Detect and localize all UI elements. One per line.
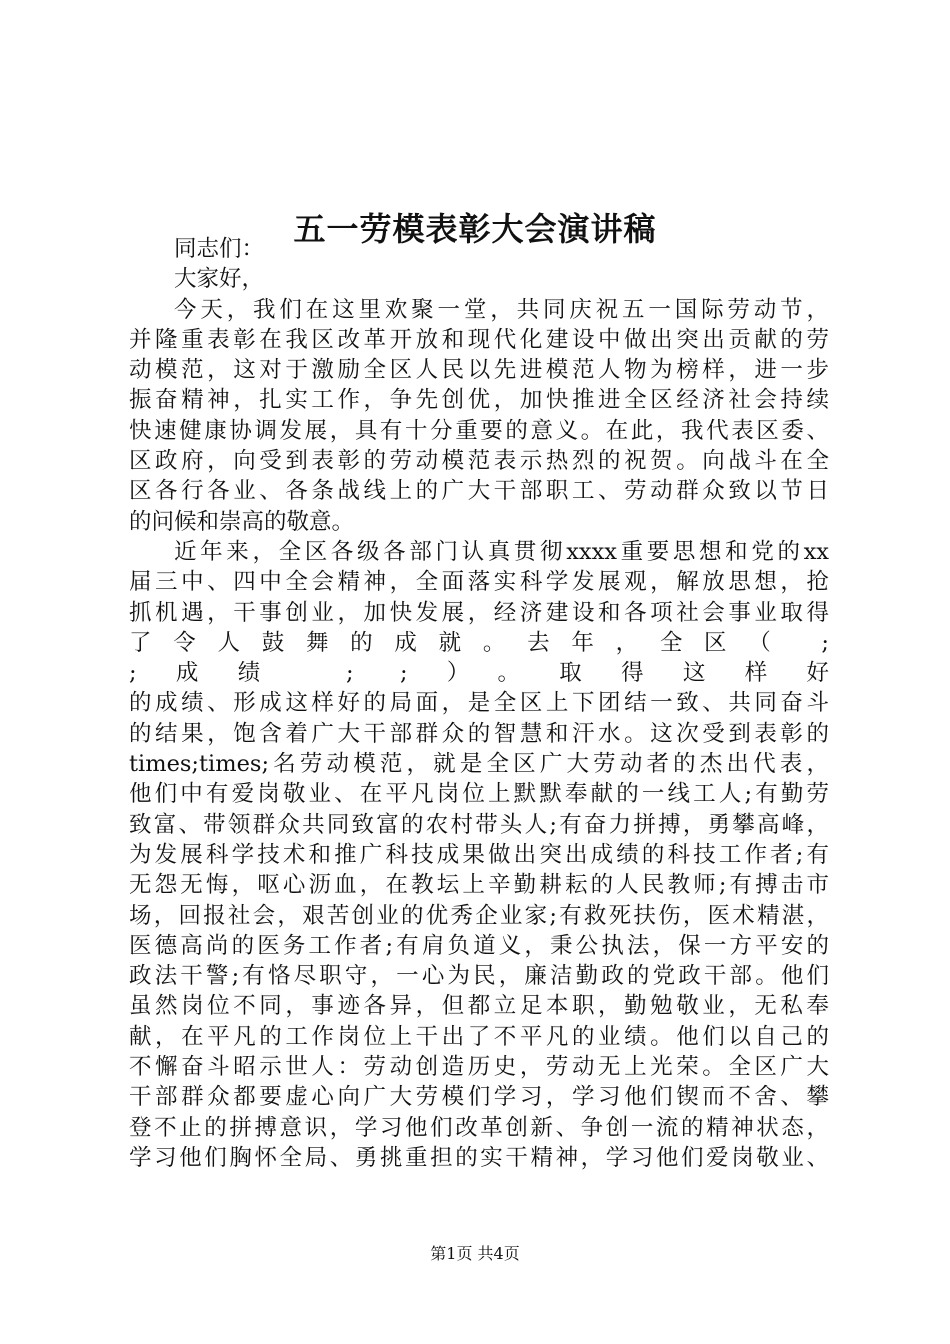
body-line: ;成绩 ; ;）。取得这样好 (129, 660, 829, 687)
body-line: 献，在平凡的工作岗位上干出了不平凡的业绩。他们以自己的 (129, 1023, 829, 1050)
body-line: 不懈奋斗昭示世人：劳动创造历史，劳动无上光荣。全区广大 (129, 1054, 829, 1081)
body-line: 场，回报社会，艰苦创业的优秀企业家;有救死扶伤，医术精湛， (129, 902, 829, 929)
body-line: 大家好， (174, 266, 265, 293)
body-line: 为发展科学技术和推广科技成果做出突出成绩的科技工作者;有 (129, 841, 829, 868)
body-line: 区各行各业、各条战线上的广大干部职工、劳动群众致以节日 (129, 478, 829, 505)
body-line: 振奋精神，扎实工作，争先创优，加快推进全区经济社会持续 (129, 387, 829, 414)
body-line: 并隆重表彰在我区改革开放和现代化建设中做出突出贡献的劳 (129, 326, 829, 353)
body-line: 今天，我们在这里欢聚一堂，共同庆祝五一国际劳动节， (174, 296, 829, 323)
body-line: 无怨无悔，呕心沥血，在教坛上辛勤耕耘的人民教师;有搏击市 (129, 872, 829, 899)
body-line: 同志们： (174, 236, 265, 262)
body-line: 的结果，饱含着广大干部群众的智慧和汗水。这次受到表彰的 (129, 720, 829, 747)
body-line: 抓机遇，干事创业，加快发展，经济建设和各项社会事业取得 (129, 599, 829, 626)
body-line: 近年来，全区各级各部门认真贯彻xxxx重要思想和党的xx (174, 538, 829, 565)
body-line: 的问候和崇高的敬意。 (129, 508, 355, 535)
body-line: times;times;名劳动模范，就是全区广大劳动者的杰出代表， (129, 751, 829, 778)
body-line: 区政府，向受到表彰的劳动模范表示热烈的祝贺。向战斗在全 (129, 448, 829, 475)
body-line: 快速健康协调发展，具有十分重要的意义。在此，我代表区委、 (129, 417, 829, 444)
body-line: 致富、带领群众共同致富的农村带头人;有奋力拼搏，勇攀高峰， (129, 811, 829, 838)
body-line: 学习他们胸怀全局、勇挑重担的实干精神，学习他们爱岗敬业、 (129, 1144, 829, 1171)
body-line: 了令人鼓舞的成就。去年，全区（ ; (129, 629, 829, 656)
body-line: 政法干警;有恪尽职守，一心为民，廉洁勤政的党政干部。他们 (129, 963, 829, 990)
body-line: 登不止的拼搏意识，学习他们改革创新、争创一流的精神状态， (129, 1114, 829, 1141)
body-line: 动模范，这对于激励全区人民以先进模范人物为榜样，进一步 (129, 357, 829, 384)
document-title: 五一劳模表彰大会演讲稿 (293, 210, 657, 249)
body-line: 干部群众都要虚心向广大劳模们学习，学习他们锲而不舍、攀 (129, 1084, 829, 1111)
document-body (129, 234, 829, 1173)
body-line: 虽然岗位不同，事迹各异，但都立足本职，勤勉敬业，无私奉 (129, 993, 829, 1020)
body-line: 的成绩、形成这样好的局面，是全区上下团结一致、共同奋斗 (129, 690, 829, 717)
body-line: 届三中、四中全会精神，全面落实科学发展观，解放思想，抢 (129, 569, 829, 596)
body-line: 他们中有爱岗敬业、在平凡岗位上默默奉献的一线工人;有勤劳 (129, 781, 829, 808)
page-footer: 第1页 共4页 (430, 1244, 520, 1263)
body-line: 医德高尚的医务工作者;有肩负道义，秉公执法，保一方平安的 (129, 932, 829, 959)
